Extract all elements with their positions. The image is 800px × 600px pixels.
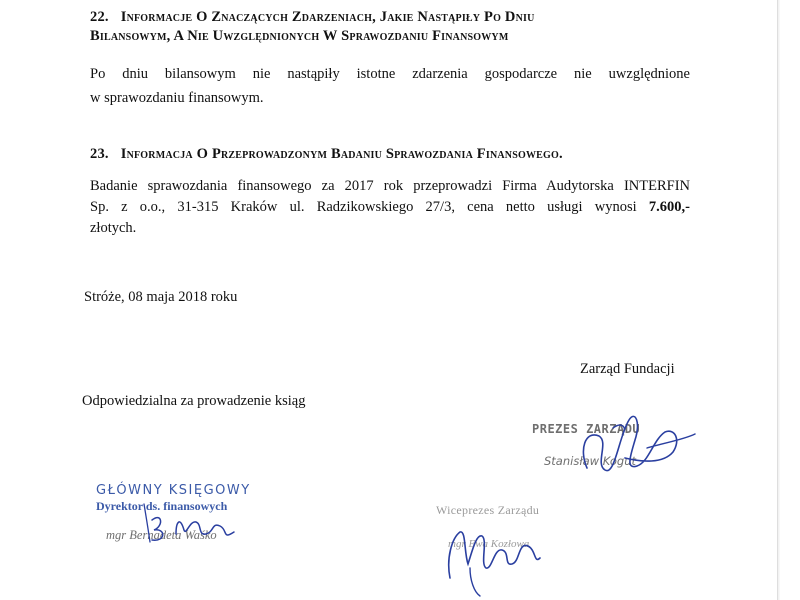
president-signature [555, 400, 705, 490]
section-23-heading [90, 145, 563, 163]
vice-president-stamp-name: mgr Ewa Kozłowa [448, 538, 530, 550]
section-22-body [90, 62, 690, 110]
president-stamp-title: PREZES ZARZĄDU [532, 422, 641, 436]
place-date: Stróże, 08 maja 2018 roku [84, 289, 238, 305]
president-stamp-name: Stanisław Kogut [544, 454, 637, 468]
page-edge [777, 0, 800, 600]
vice-president-stamp-title: Wiceprezes Zarządu [436, 503, 540, 517]
accountant-stamp-role: Dyrektor ds. finansowych [96, 499, 228, 513]
section-23-body-line2: Sp. z o.o., 31-315 Kraków ul. Radzikowskiego 27/3, cena netto usługi wynosi [90, 199, 637, 215]
section-23-title: Informacja O Przeprowadzonym Badaniu Sprawozdania Finansowego. [120, 146, 563, 162]
audit-amount: 7.600,- [648, 199, 691, 215]
accountant-stamp-title: GŁÓWNY KSIĘGOWY [96, 483, 251, 498]
section-23-body [90, 176, 690, 239]
section-23-body-line3: złotych. [90, 220, 137, 236]
bookkeeping-label: Odpowiedzialna za prowadzenie ksiąg [82, 393, 306, 409]
section-22-heading-cont [90, 27, 509, 45]
accountant-signature [140, 496, 260, 556]
section-22-title-line2: Bilansowym, A Nie Uwzględnionych W Sprawozdaniu Finansowym [90, 28, 509, 44]
section-22-heading [90, 8, 535, 26]
section-22-body-line1: Po dniu bilansowym nie nastąpiły istotne zdarzenia gospodarcze nie uwzględnione [90, 66, 690, 82]
section-23-body-line1: Badanie sprawozdania finansowego za 2017 rok przeprowadzi Firma Audytorska INTERFIN [90, 178, 690, 194]
accountant-stamp-name: mgr Bernadeta Waśko [106, 528, 217, 542]
section-22-title-line1: Informacje O Znaczących Zdarzeniach, Jakie Nastąpiły Po Dniu [120, 9, 535, 25]
section-23-body-line2-wrap [90, 197, 690, 218]
section-22-body-line2: w sprawozdaniu finansowym. [90, 90, 264, 106]
board-label: Zarząd Fundacji [580, 361, 675, 377]
section-22-number: 22. [90, 9, 109, 25]
vice-president-signature [440, 508, 550, 598]
section-23-number: 23. [90, 146, 109, 162]
